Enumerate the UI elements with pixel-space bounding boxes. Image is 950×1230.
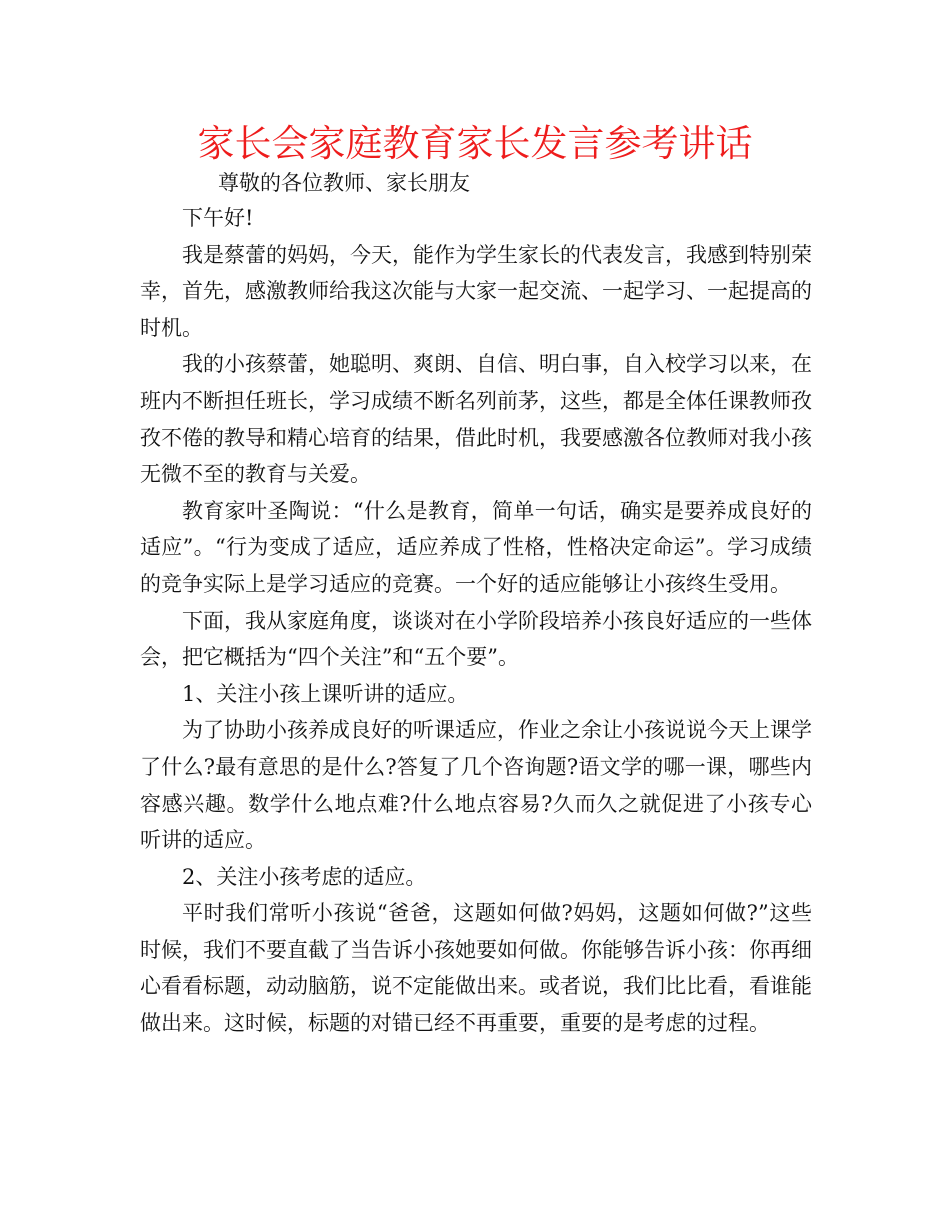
- paragraph-child-description: 我的小孩蔡蕾，她聪明、爽朗、自信、明白事，自入校学习以来，在班内不断担任班长，学习成绩不断名列前茅，这些，都是全体任课教师孜孜不倦的教导和精心培育的结果，借此时机，我要感激各位教师对我小孩无微不至的教育与关爱。: [140, 352, 812, 487]
- paragraph-overview: 下面，我从家庭角度，谈谈对在小学阶段培养小孩良好适应的一些体会，把它概括为“四个关注”和“五个要”。: [140, 608, 812, 670]
- paragraph-quote: 教育家叶圣陶说：“什么是教育，简单一句话，确实是要养成良好的适应”。“行为变成了适应，适应养成了性格，性格决定命运”。学习成绩的竞争实际上是学习适应的竞赛。一个好的适应能够让小孩终生受用。: [140, 498, 812, 596]
- salutation: 尊敬的各位教师、家长朋友: [218, 171, 470, 195]
- section-heading-2: 2、关注小孩考虑的适应。: [182, 864, 427, 889]
- paragraph-thinking: 平时我们常听小孩说“爸爸，这题如何做?妈妈，这题如何做?”这些时候，我们不要直截了当告诉小孩她要如何做。你能够告诉小孩：你再细心看看标题，动动脑筋，说不定能做出来。或者说，我们比比看，看谁能做出来。这时候，标题的对错已经不再重要，重要的是考虑的过程。: [140, 901, 812, 1036]
- paragraph-greeting: 下午好!: [182, 206, 254, 230]
- paragraph-introduction: 我是蔡蕾的妈妈，今天，能作为学生家长的代表发言，我感到特别荣幸，首先，感激教师给我这次能与大家一起交流、一起学习、一起提高的时机。: [140, 242, 812, 340]
- document-title: 家长会家庭教育家长发言参考讲话: [197, 122, 753, 165]
- paragraph-listening: 为了协助小孩养成良好的听课适应，作业之余让小孩说说今天上课学了什么?最有意思的是什么?答复了几个咨询题?语文学的哪一课，哪些内容感兴趣。数学什么地点难?什么地点容易?久而久之就促进了小孩专心听讲的适应。: [140, 718, 812, 853]
- section-heading-1: 1、关注小孩上课听讲的适应。: [182, 681, 469, 706]
- document-body: [140, 200, 812, 1042]
